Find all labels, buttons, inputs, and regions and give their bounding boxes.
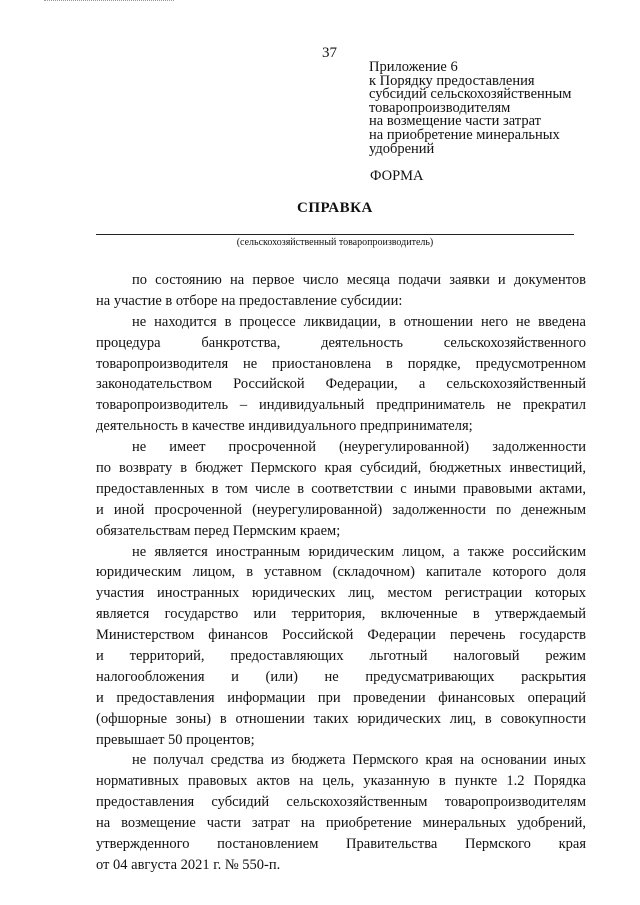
- body-line: не получал средства из бюджета Пермского края на основании иных: [132, 752, 586, 769]
- body-line: нормативных правовых актов на цель, указанную в пункте 1.2 Порядка: [96, 773, 586, 790]
- body-line: и предоставления информации при проведении финансовых операций: [96, 689, 586, 706]
- body-line: процедура банкротства, деятельность сельскохозяйственного: [96, 334, 586, 351]
- body-line: от 04 августа 2021 г. № 550-п.: [96, 856, 281, 873]
- body-line: обязательствам перед Пермским краем;: [96, 522, 341, 539]
- body-line: предоставления субсидий сельскохозяйственным товаропроизводителям: [96, 794, 586, 811]
- body-line: по состоянию на первое число месяца подачи заявки и документов: [132, 272, 586, 288]
- body-line: не является иностранным юридическим лицом, а также российским: [132, 543, 586, 560]
- document-title: СПРАВКА: [297, 200, 373, 216]
- body-line: и иной просроченной (неурегулированной) задолженности по денежным: [96, 501, 586, 518]
- appendix-line: на приобретение минеральных: [369, 126, 560, 143]
- appendix-line: Приложение 6: [369, 59, 458, 75]
- body-line: на возмещение части затрат на приобретение минеральных удобрений,: [96, 815, 586, 832]
- body-line: предоставленных в том числе в соответствии с иными правовыми актами,: [96, 480, 586, 497]
- signature-line: [96, 234, 574, 235]
- page-number: 37: [322, 45, 337, 61]
- body-line: по возврату в бюджет Пермского края субсидий, бюджетных инвестиций,: [96, 460, 586, 477]
- body-line: товаропроизводитель – индивидуальный предприниматель не прекратил: [96, 397, 586, 414]
- body-line: не имеет просроченной (неурегулированной) задолженности: [132, 439, 586, 456]
- scan-top-mark: [44, 0, 174, 3]
- body-line: деятельность в качестве индивидуального предпринимателя;: [96, 418, 473, 435]
- appendix-block: [369, 61, 619, 156]
- appendix-line: на возмещение части затрат: [369, 113, 541, 130]
- form-label: ФОРМА: [370, 168, 424, 184]
- body-line: является государство или территория, включенные в утверждаемый: [96, 606, 586, 623]
- body-line: утвержденного постановлением Правительства Пермского края: [96, 836, 586, 853]
- appendix-line: удобрений: [369, 140, 435, 157]
- body-line: превышает 50 процентов;: [96, 731, 255, 748]
- body-line: на участие в отборе на предоставление субсидии:: [96, 292, 403, 309]
- appendix-line: товаропроизводителям: [369, 99, 511, 116]
- body-line: Министерством финансов Российской Федерации перечень государств: [96, 627, 586, 644]
- body-line: не находится в процессе ликвидации, в отношении него не введена: [132, 313, 586, 330]
- body-line: участия иностранных юридических лиц, местом регистрации которых: [96, 585, 586, 602]
- appendix-line: субсидий сельскохозяйственным: [369, 86, 572, 103]
- body-line: налогообложения и (или) не предусматривающих раскрытия: [96, 668, 586, 685]
- body-line: законодательством Российской Федерации, а сельскохозяйственный: [96, 376, 586, 393]
- body-line: товаропроизводителя не приостановлена в порядке, предусмотренном: [96, 355, 586, 372]
- body-line: и территорий, предоставляющих льготный налоговый режим: [96, 648, 586, 665]
- body-text: [96, 270, 586, 876]
- appendix-line: к Порядку предоставления: [369, 72, 535, 89]
- body-line: юридическим лицом, в уставном (складочном) капитале которого доля: [96, 564, 586, 581]
- body-line: (офшорные зоны) в отношении таких юридических лиц, в совокупности: [96, 710, 586, 727]
- signature-caption: (сельскохозяйственный товаропроизводитель): [236, 237, 434, 248]
